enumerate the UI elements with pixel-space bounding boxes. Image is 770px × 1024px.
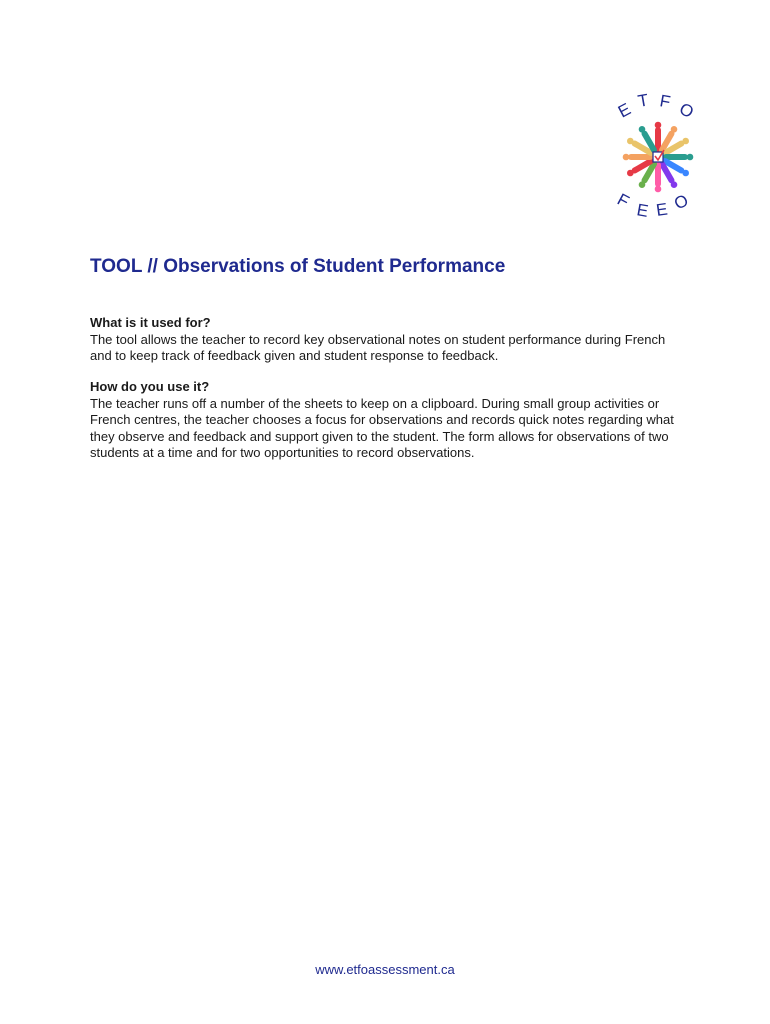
page-title: TOOL // Observations of Student Performance: [90, 256, 506, 277]
logo-letter-t: T: [636, 90, 650, 111]
logo-letter-o: O: [676, 99, 697, 123]
logo-letter-f2: F: [614, 189, 633, 212]
logo-center-checkbox: [653, 150, 664, 162]
logo-top-letters: [615, 90, 697, 122]
logo-letter-f: F: [658, 91, 672, 112]
section-used-for: [90, 315, 680, 365]
logo-figure-head: [671, 181, 678, 188]
logo-letter-e3: E: [654, 199, 669, 220]
etfo-feeo-logo: [612, 90, 706, 220]
section-how-to-use: [90, 379, 680, 462]
logo-figure-head: [655, 122, 662, 129]
logo-figure-head: [627, 138, 634, 145]
logo-figure-head: [687, 154, 694, 161]
logo-bottom-letters: [614, 190, 691, 220]
logo-figure-head: [623, 154, 630, 161]
footer-url[interactable]: www.etfoassessment.ca: [315, 962, 455, 977]
section-body: The tool allows the teacher to record key observational notes on student performance during French and to keep track of feedback given and student response to feedback.: [90, 331, 666, 364]
logo-figure-head: [639, 181, 646, 188]
section-heading: What is it used for?: [90, 315, 211, 330]
logo-figure-head: [627, 170, 634, 177]
logo-figure-head: [639, 126, 646, 133]
section-body: The teacher runs off a number of the sheets to keep on a clipboard. During small group activities or French centres, the teacher chooses a focus for observations and records quick notes regarding what they observe and feedback and support given to the student. The form allows for observations of two students at a time and for two opportunities to record observations.: [90, 395, 674, 461]
logo-letter-e: E: [614, 99, 634, 122]
logo-letter-e2: E: [635, 200, 650, 220]
section-heading: How do you use it?: [90, 379, 210, 394]
logo-letter-o2: O: [670, 190, 692, 214]
logo-figure-head: [682, 138, 689, 145]
logo-graphic: [612, 90, 706, 220]
logo-figure-head: [682, 170, 689, 177]
logo-figure-head: [655, 186, 662, 193]
logo-figure-head: [671, 126, 678, 133]
